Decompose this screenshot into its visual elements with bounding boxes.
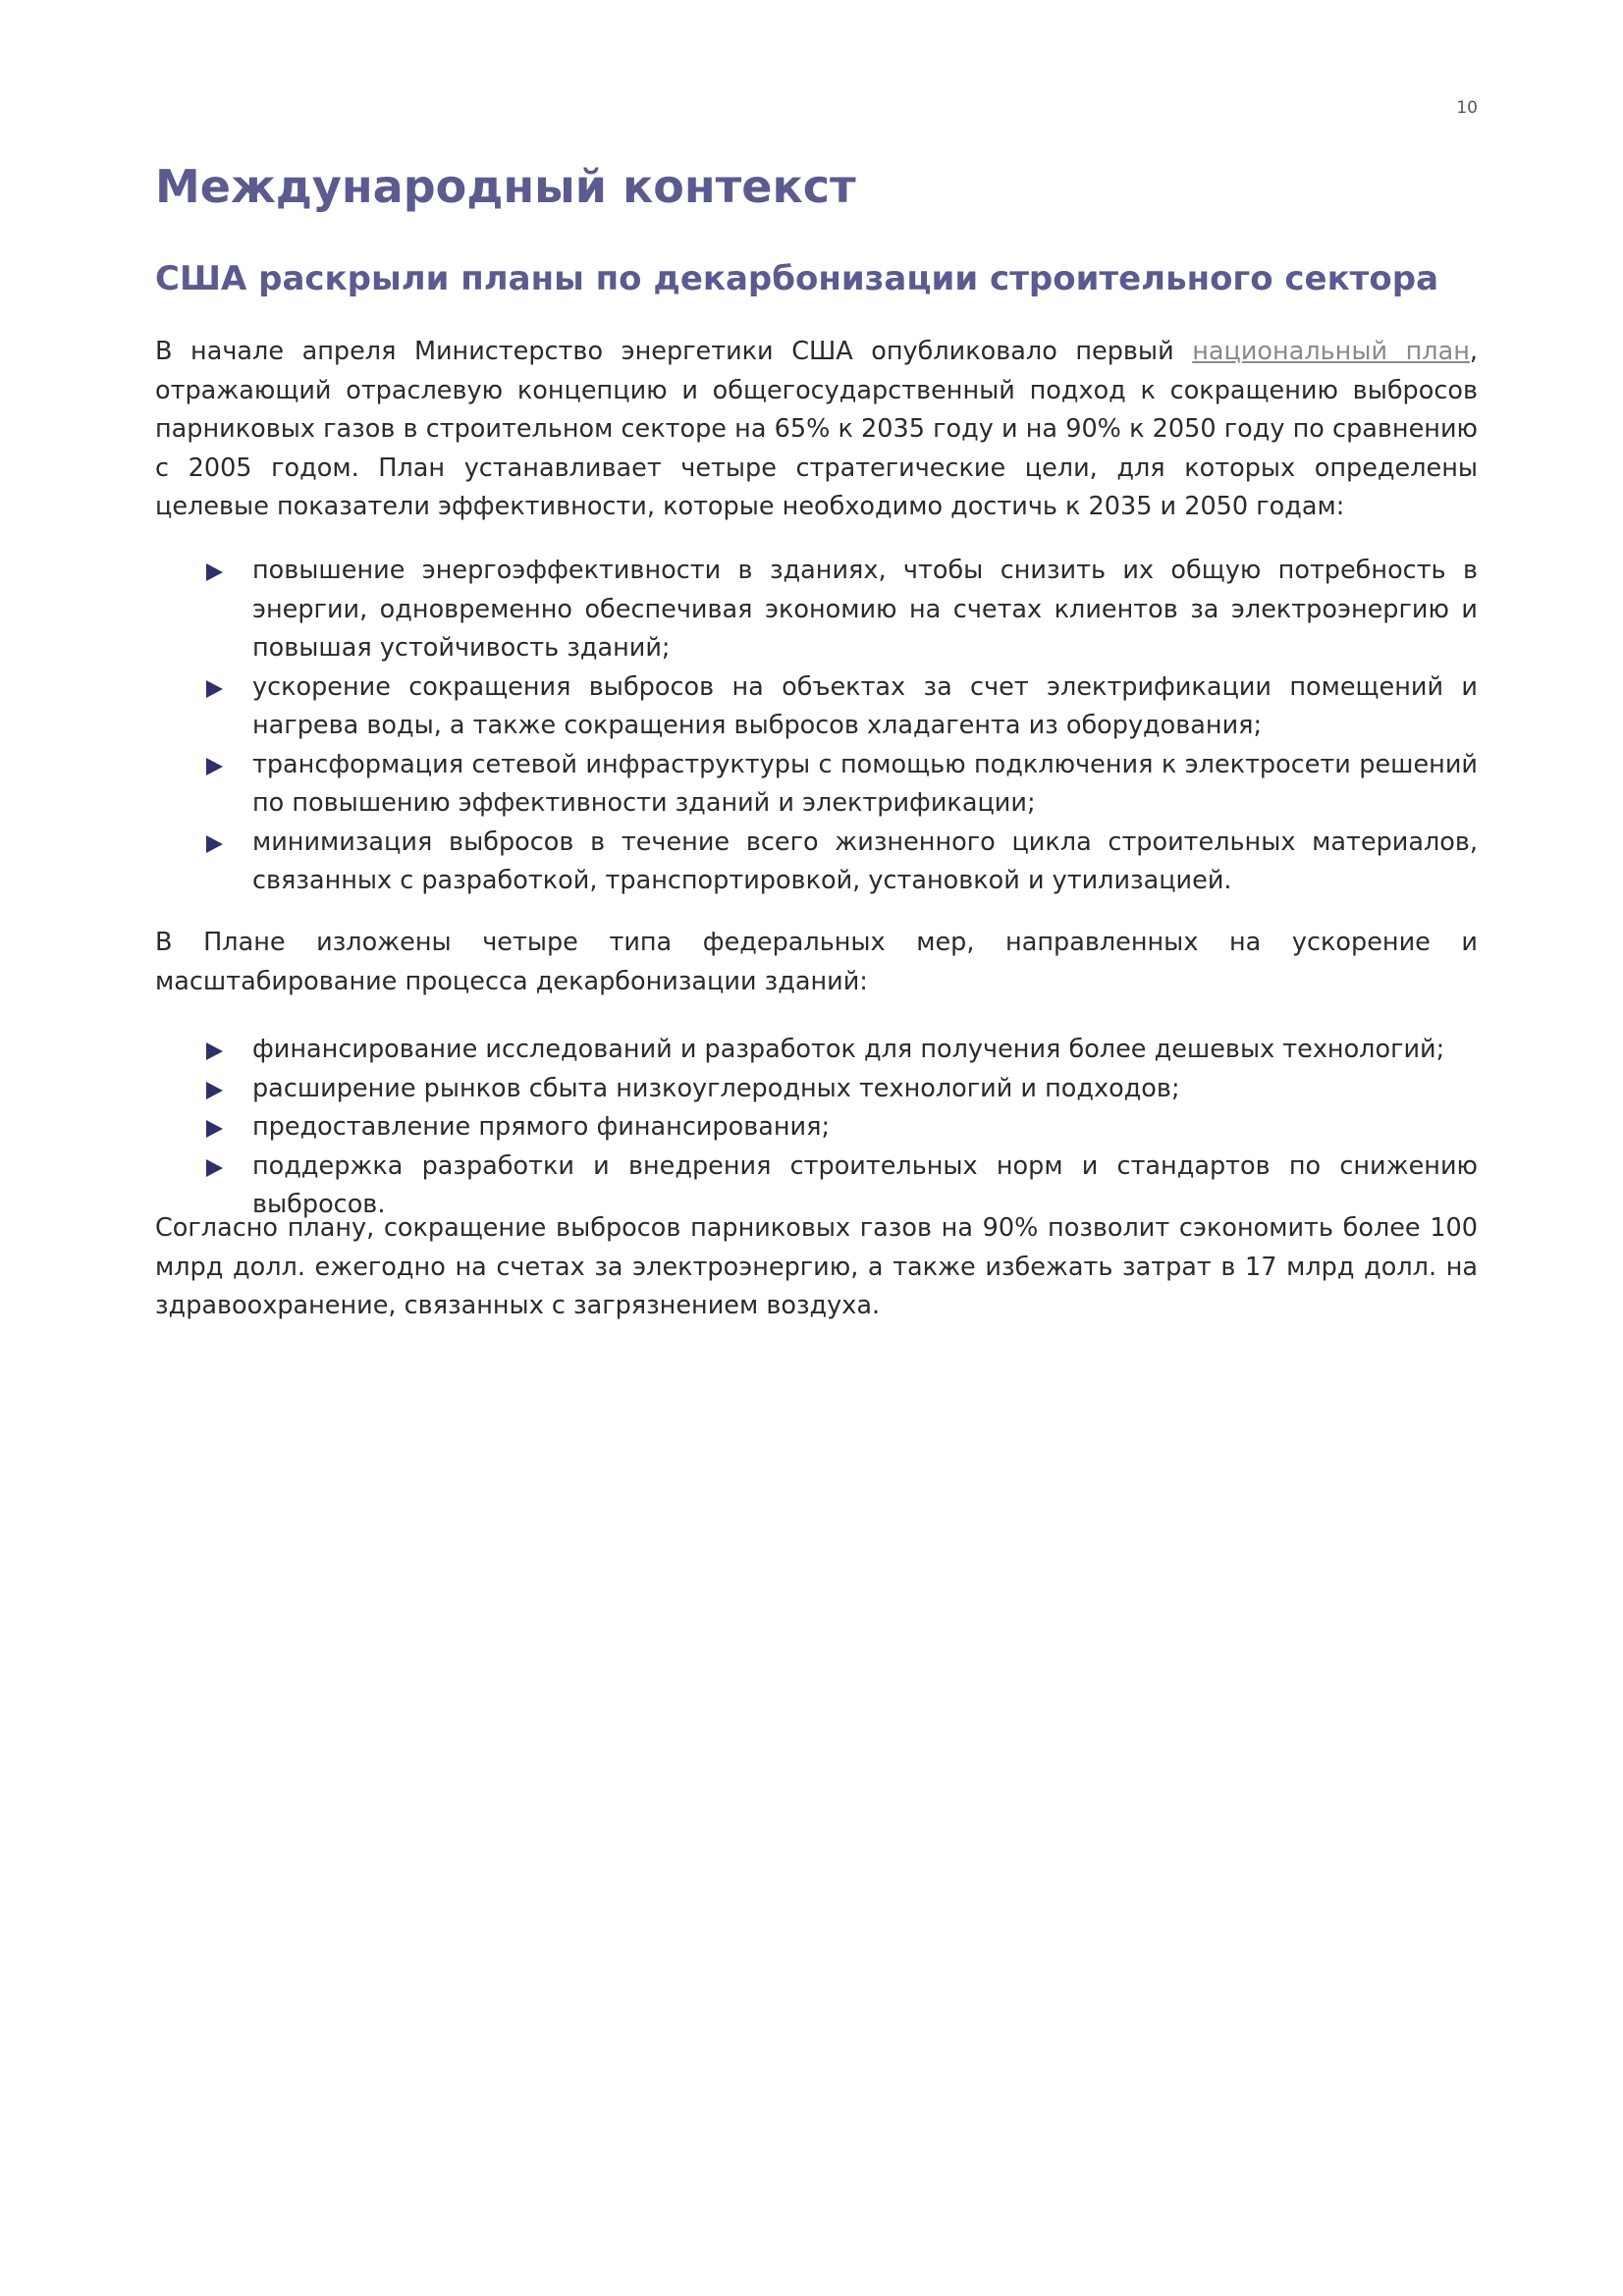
list-item-text: поддержка разработки и внедрения строительных норм и стандартов по снижению выбросов. bbox=[252, 1150, 1478, 1219]
list-item-text: трансформация сетевой инфраструктуры с помощью подключения к электросети решений по повышению эффективности зданий и электрификации; bbox=[252, 749, 1478, 818]
triangle-bullet-icon bbox=[206, 1159, 223, 1177]
list-item bbox=[155, 668, 1478, 746]
triangle-bullet-icon bbox=[206, 758, 223, 775]
intro-text-end: , отражающий отраслевую концепцию и общегосударственный подход к сокращению выбросов парниковых газов в строительном секторе на 65% к 2035 году и на 90% к 2050 году по сравнению с 2005 годом. План устанавливает четыре стратегические цели, для которых определены целевые показатели эффективности, которые необходимо достичь к 2035 и 2050 годам: bbox=[155, 337, 1478, 521]
list-item-text: финансирование исследований и разработок для получения более дешевых технологий; bbox=[252, 1035, 1445, 1064]
goals-list bbox=[155, 552, 1478, 901]
list-item-text: предоставление прямого финансирования; bbox=[252, 1112, 831, 1142]
triangle-bullet-icon bbox=[206, 1120, 223, 1138]
list-item-text: минимизация выбросов в течение всего жизненного цикла строительных материалов, связанных с разработкой, транспортировкой, установкой и утилизацией. bbox=[252, 827, 1478, 895]
measures-intro-paragraph: В Плане изложены четыре типа федеральных мер, направленных на ускорение и масштабирование процесса декарбонизации зданий: bbox=[155, 928, 1478, 996]
triangle-bullet-icon bbox=[206, 563, 223, 581]
list-item bbox=[155, 1108, 1478, 1148]
list-item-text: расширение рынков сбыта низкоуглеродных технологий и подходов; bbox=[252, 1073, 1180, 1103]
intro-paragraph bbox=[155, 333, 1478, 527]
triangle-bullet-icon bbox=[206, 1042, 223, 1060]
list-item bbox=[155, 824, 1478, 901]
list-item-text: ускорение сокращения выбросов на объектах за счет электрификации помещений и нагрева воды, а также сокращения выбросов хладагента из оборудования; bbox=[252, 671, 1478, 740]
national-plan-link[interactable]: национальный план bbox=[1192, 337, 1470, 366]
triangle-bullet-icon bbox=[206, 835, 223, 853]
list-item bbox=[155, 1031, 1478, 1070]
conclusion-paragraph: Согласно плану, сокращение выбросов парниковых газов на 90% позволит сэкономить более 100 млрд долл. ежегодно на счетах за электроэнергию, а также избежать затрат в 17 млрд долл. на здравоохранение, связанных с загрязнением воздуха. bbox=[155, 1213, 1478, 1320]
list-item-text: повышение энергоэффективности в зданиях, чтобы снизить их общую потребность в энергии, одновременно обеспечивая экономию на счетах клиентов за электроэнергию и повышая устойчивость зданий; bbox=[252, 556, 1478, 663]
triangle-bullet-icon bbox=[206, 1082, 223, 1099]
triangle-bullet-icon bbox=[206, 680, 223, 698]
article-heading: США раскрыли планы по декарбонизации строительного сектора bbox=[155, 259, 1439, 298]
intro-text-start: В начале апреля Министерство энергетики США опубликовало первый bbox=[155, 337, 1193, 366]
section-heading: Международный контекст bbox=[155, 160, 856, 213]
page-number: 10 bbox=[1456, 98, 1478, 118]
measures-list bbox=[155, 1031, 1478, 1225]
list-item bbox=[155, 1070, 1478, 1109]
list-item bbox=[155, 746, 1478, 824]
list-item bbox=[155, 552, 1478, 668]
